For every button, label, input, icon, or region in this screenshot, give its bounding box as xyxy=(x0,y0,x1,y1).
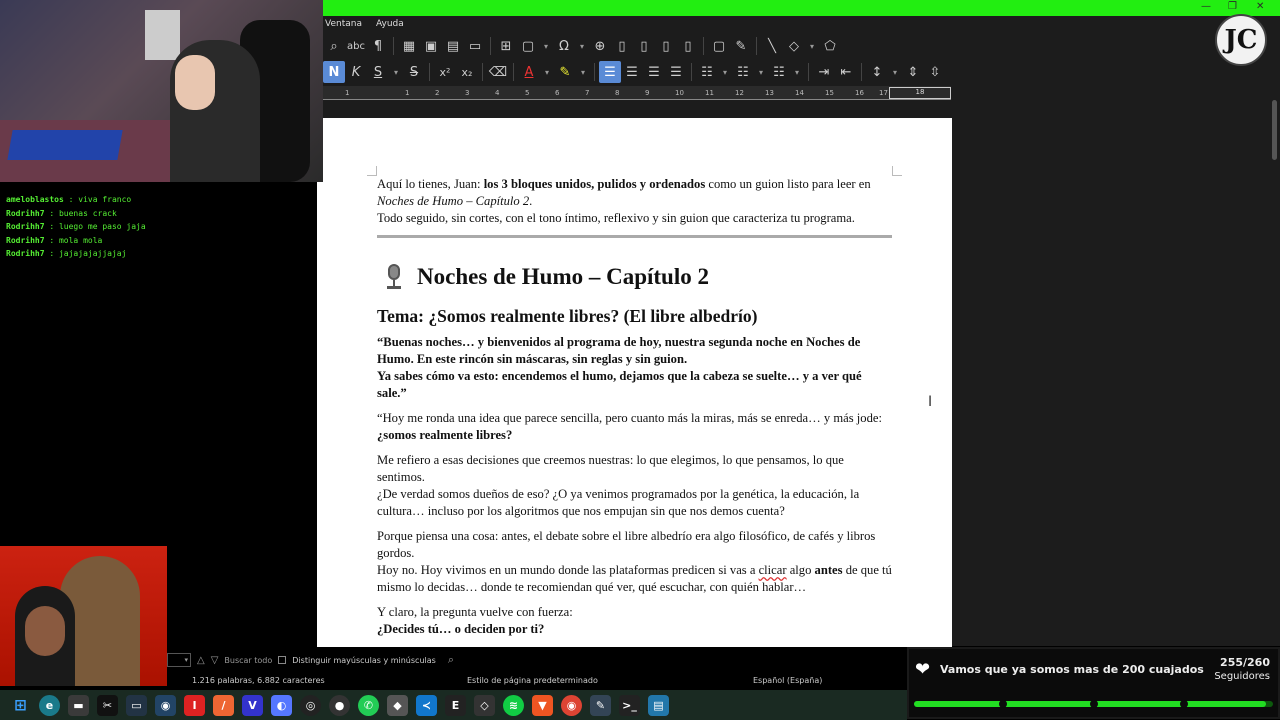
progress-marker xyxy=(999,700,1007,708)
document-body[interactable] xyxy=(377,176,892,646)
ruler-tick: 13 xyxy=(765,89,774,97)
image-icon[interactable]: ▣ xyxy=(424,38,438,54)
chat-message: Rodrihh7 : luego me paso jaja xyxy=(6,222,146,231)
chevron-down-icon[interactable]: ▾ xyxy=(544,67,549,77)
chevron-down-icon[interactable]: ▾ xyxy=(892,67,897,77)
chat-message: ameloblastos : viva franco xyxy=(6,195,132,204)
line-icon[interactable]: ╲ xyxy=(768,38,776,54)
separator xyxy=(594,63,595,81)
intro-text: Aquí lo tienes, Juan: xyxy=(377,177,484,191)
chat-text: jajajajajjajaj xyxy=(58,249,127,258)
cross-reference-icon[interactable]: ▯ xyxy=(684,38,692,54)
paragraph-text: de que tú mismo lo decidas… donde te recomiendan qué ver, qué escuchar, con quién hablar… xyxy=(377,563,892,594)
italic-button[interactable]: K xyxy=(351,64,361,80)
highlight-icon[interactable]: ✎ xyxy=(559,64,571,80)
ruler-tick: 12 xyxy=(735,89,744,97)
follower-goal-widget xyxy=(907,647,1280,719)
webcam-overlay xyxy=(0,0,323,182)
intro-bold: los 3 bloques unidos, pulidos y ordenados xyxy=(483,177,706,191)
ruler-tick: 4 xyxy=(495,89,500,97)
text-cursor-icon: I xyxy=(928,394,933,410)
ruler-tick: 16 xyxy=(855,89,864,97)
paragraph-spacing-decrease-icon[interactable]: ⇳ xyxy=(929,64,941,80)
chat-overlay xyxy=(0,182,266,547)
minimize-button[interactable]: — xyxy=(1201,1,1211,12)
table-icon[interactable]: ▦ xyxy=(402,38,416,54)
scrollbar-thumb[interactable] xyxy=(1272,100,1277,160)
word-count[interactable]: 1.216 palabras, 6.882 caracteres xyxy=(192,676,325,685)
find-replace-icon[interactable]: ⌕ xyxy=(447,653,454,666)
track-changes-icon[interactable]: ✎ xyxy=(735,38,747,54)
heart-icon: ❤ xyxy=(915,659,931,680)
intro-paragraph-2: Todo seguido, sin cortes, con el tono íntimo, reflexivo y sin guion que caracteriza tu programa. xyxy=(377,211,855,225)
match-case-label: Distinguir mayúsculas y minúsculas xyxy=(292,655,436,665)
paragraph-1 xyxy=(377,410,892,444)
ruler-end-marker[interactable]: 18 xyxy=(889,87,951,99)
chrome-icon[interactable]: ◉ xyxy=(561,695,582,716)
separator xyxy=(429,63,430,81)
horizontal-rule xyxy=(377,235,892,238)
match-case-checkbox[interactable] xyxy=(278,656,286,664)
discord-icon[interactable]: ◐ xyxy=(271,695,292,716)
chat-text: mola mola xyxy=(58,235,103,245)
bold-button[interactable]: N xyxy=(323,61,345,83)
chat-username: Rodrihh7 xyxy=(6,235,45,245)
paragraph-bold: ¿Decides tú… o deciden por ti? xyxy=(377,622,545,636)
edge-icon[interactable]: e xyxy=(39,695,60,716)
ruler-tick: 15 xyxy=(825,89,834,97)
quote-line-1: “Buenas noches… y bienvenidos al programa de hoy, nuestra segunda noche en Noches de Humo. En este rincón sin máscaras, sin reglas y sin guion. xyxy=(377,335,861,366)
ruler-tick: 9 xyxy=(645,89,650,97)
chat-message: Rodrihh7 : buenas crack xyxy=(6,208,117,218)
shape-icon[interactable]: ◇ xyxy=(789,38,799,54)
whatsapp-icon[interactable]: ✆ xyxy=(358,695,379,716)
find-dropdown[interactable]: ▾ xyxy=(167,653,191,667)
quote-paragraph xyxy=(377,334,892,402)
heading-2: Tema: ¿Somos realmente libres? (El libre albedrío) xyxy=(377,306,758,326)
app-icon[interactable]: ◆ xyxy=(387,695,408,716)
ruler-tick: 5 xyxy=(525,89,530,97)
follower-label: Seguidores xyxy=(1214,671,1270,682)
writer-icon[interactable]: ▤ xyxy=(648,695,669,716)
paragraph-spacing-icon[interactable]: ⇕ xyxy=(907,64,919,80)
margin-corner xyxy=(367,166,377,176)
page-style[interactable]: Estilo de página predeterminado xyxy=(467,676,598,685)
ruler-tick: 3 xyxy=(465,89,470,97)
keyboard xyxy=(7,130,122,160)
progress-marker xyxy=(1090,700,1098,708)
streamer-face xyxy=(175,55,215,110)
obs-icon[interactable]: ● xyxy=(329,695,350,716)
bookmark-icon[interactable]: ▯ xyxy=(662,38,670,54)
chat-username: Rodrihh7 xyxy=(6,208,45,218)
paragraph-bold: antes xyxy=(814,563,843,577)
margin-corner xyxy=(892,166,902,176)
ruler-tick: 6 xyxy=(555,89,560,97)
comment-icon[interactable]: ▢ xyxy=(712,38,726,54)
taskbar xyxy=(0,690,907,720)
capcut-icon[interactable]: ✂ xyxy=(97,695,118,716)
chat-username: ameloblastos xyxy=(6,195,64,204)
paragraph-text: Y claro, la pregunta vuelve con fuerza: xyxy=(377,605,573,619)
ruler-tick: 7 xyxy=(585,89,590,97)
ruler-tick: 11 xyxy=(705,89,714,97)
brush-icon[interactable]: / xyxy=(213,695,234,716)
unity-icon[interactable]: ◇ xyxy=(474,695,495,716)
menu-ventana[interactable]: Ventana xyxy=(325,19,362,29)
outline-list-icon[interactable]: ☷ xyxy=(773,64,785,80)
clear-formatting-icon[interactable]: ⌫ xyxy=(488,64,508,80)
hyperlink-icon[interactable]: ⊕ xyxy=(594,38,606,54)
windows-start-icon[interactable]: ⊞ xyxy=(14,696,27,714)
intro-italic: Noches de Humo – Capítulo 2 xyxy=(377,194,530,208)
microphone-icon xyxy=(385,264,403,290)
chevron-down-icon[interactable]: ▾ xyxy=(579,41,584,51)
footnote-icon[interactable]: ▯ xyxy=(618,38,626,54)
quote-line-2: Ya sabes cómo va esto: encendemos el humo, dejamos que la cabeza se suelte… y a ver qué sale.” xyxy=(377,369,862,400)
paragraph-4 xyxy=(377,604,892,638)
intro-paragraph xyxy=(377,176,892,210)
menu-ayuda[interactable]: Ayuda xyxy=(375,19,404,29)
separator xyxy=(393,37,394,55)
spellcheck-icon[interactable]: abc xyxy=(347,40,365,52)
find-previous-icon[interactable]: △ xyxy=(197,654,205,666)
justify-button[interactable]: ☰ xyxy=(670,64,682,80)
paragraph-text: Me refiero a esas decisiones que creemos nuestras: lo que elegimos, lo que pensamos, lo que sentimos. xyxy=(377,453,844,484)
separator xyxy=(756,37,757,55)
ruler-tick: 2 xyxy=(435,89,440,97)
subscript-button[interactable]: x₂ xyxy=(461,65,473,79)
epic-icon[interactable]: E xyxy=(445,695,466,716)
font-color-icon[interactable]: A xyxy=(524,64,534,80)
heading-1 xyxy=(377,262,892,292)
vpn-icon[interactable]: V xyxy=(242,695,263,716)
chevron-down-icon[interactable]: ▾ xyxy=(809,41,814,51)
bullet-list-icon[interactable]: ☷ xyxy=(701,64,713,80)
ruler-tick: 1 xyxy=(345,89,350,97)
document-page[interactable] xyxy=(317,118,952,647)
numbered-list-icon[interactable]: ☷ xyxy=(737,64,749,80)
menubar xyxy=(323,16,404,32)
ruler-tick: 10 xyxy=(675,89,684,97)
find-replace-icon[interactable]: ⌕ xyxy=(330,38,338,54)
maximize-button[interactable]: ❐ xyxy=(1228,1,1237,12)
chevron-down-icon[interactable]: ▾ xyxy=(393,67,398,77)
superscript-button[interactable]: x² xyxy=(439,65,451,79)
separator xyxy=(691,63,692,81)
chat-username: Rodrihh7 xyxy=(6,249,45,258)
chat-username: Rodrihh7 xyxy=(6,222,45,231)
poster xyxy=(145,10,180,60)
heading-1-text: Noches de Humo – Capítulo 2 xyxy=(417,264,709,289)
pilcrow-icon[interactable]: ¶ xyxy=(373,38,383,54)
separator xyxy=(490,37,491,55)
ruler-tick: 8 xyxy=(615,89,620,97)
increase-indent-icon[interactable]: ⇥ xyxy=(818,64,830,80)
steam-icon[interactable]: ◎ xyxy=(300,695,321,716)
ruler-tick: 1 xyxy=(405,89,410,97)
chat-text: luego me paso jaja xyxy=(58,222,146,231)
channel-logo: JC xyxy=(1215,14,1267,66)
find-next-icon[interactable]: ▽ xyxy=(210,654,219,666)
spotify-icon[interactable]: ≋ xyxy=(503,695,524,716)
ruler-tick: 17 xyxy=(879,89,888,97)
separator xyxy=(513,63,514,81)
page-break-icon[interactable]: ⊞ xyxy=(500,38,512,54)
paragraph-3 xyxy=(377,528,892,596)
decorative-photo xyxy=(0,546,167,686)
separator xyxy=(861,63,862,81)
status-bar xyxy=(167,675,907,689)
underline-button[interactable]: S xyxy=(373,64,383,80)
paragraph-text: ¿De verdad somos dueños de eso? ¿O ya venimos programados por la genética, la educación, la cultura… incluso por los algoritmos que nos empujan sin que nos demos cuenta? xyxy=(377,487,860,518)
progress-marker xyxy=(1180,700,1188,708)
desktop-icon[interactable]: ▭ xyxy=(126,695,147,716)
paragraph-bold: ¿somos realmente libres? xyxy=(377,428,513,442)
align-right-button[interactable]: ☰ xyxy=(648,64,660,80)
vertical-scrollbar[interactable] xyxy=(1271,100,1278,645)
follower-count: 255/260 xyxy=(1220,656,1270,669)
close-button[interactable]: ✕ xyxy=(1256,1,1265,12)
paragraph-2 xyxy=(377,452,892,520)
separator xyxy=(703,37,704,55)
line-spacing-icon[interactable]: ↕ xyxy=(871,64,883,80)
decrease-indent-icon[interactable]: ⇤ xyxy=(840,64,852,80)
textbox-icon[interactable]: ▭ xyxy=(468,38,482,54)
chevron-down-icon[interactable]: ▾ xyxy=(580,67,585,77)
terminal-icon[interactable]: >_ xyxy=(619,695,640,716)
separator xyxy=(808,63,809,81)
find-toolbar xyxy=(167,650,907,670)
chat-message: Rodrihh7 : jajajajajjajaj xyxy=(6,249,127,258)
intellij-icon[interactable]: I xyxy=(184,695,205,716)
draw-functions-icon[interactable]: ⬠ xyxy=(824,38,836,54)
paragraph-text: Hoy no. Hoy vivimos en un mundo donde las plataformas predicen si vas a xyxy=(377,563,759,577)
language[interactable]: Español (España) xyxy=(753,676,823,685)
strikethrough-button[interactable]: S xyxy=(409,64,419,80)
chart-icon[interactable]: ▤ xyxy=(446,38,460,54)
paragraph-text: “Hoy me ronda una idea que parece sencilla, pero cuanto más la miras, más se enreda… y más jode: xyxy=(377,411,882,425)
paragraph-text: Porque piensa una cosa: antes, el debate sobre el libre albedrío era algo filosófico, de cafés y libros gordos. xyxy=(377,529,876,560)
separator xyxy=(482,63,483,81)
omega-icon[interactable]: Ω xyxy=(559,38,569,54)
photo-face xyxy=(25,606,65,656)
title-bar xyxy=(323,0,1280,16)
align-left-button[interactable]: ☰ xyxy=(599,61,621,83)
chat-text: buenas crack xyxy=(58,208,117,218)
field-icon[interactable]: ▢ xyxy=(521,38,535,54)
endnote-icon[interactable]: ▯ xyxy=(640,38,648,54)
vscode-icon[interactable]: ≺ xyxy=(416,695,437,716)
misspelled-word: clicar xyxy=(758,563,787,577)
goal-message: Vamos que ya somos mas de 200 cuajados xyxy=(940,663,1204,676)
chevron-down-icon[interactable]: ▾ xyxy=(758,67,763,77)
standard-toolbar xyxy=(323,34,841,58)
explorer-icon[interactable]: ▬ xyxy=(68,695,89,716)
chevron-down-icon[interactable]: ▾ xyxy=(794,67,799,77)
ruler[interactable] xyxy=(323,86,951,100)
chat-text: viva franco xyxy=(78,195,132,204)
find-all-button[interactable]: Buscar todo xyxy=(224,655,273,665)
brave-icon[interactable]: ▼ xyxy=(532,695,553,716)
chat-message: Rodrihh7 : mola mola xyxy=(6,235,103,245)
notes-icon[interactable]: ✎ xyxy=(590,695,611,716)
align-center-button[interactable]: ☰ xyxy=(626,64,638,80)
ruler-tick: 14 xyxy=(795,89,804,97)
intro-text: como un guion listo para leer en xyxy=(705,177,871,191)
chevron-down-icon[interactable]: ▾ xyxy=(722,67,727,77)
chevron-down-icon[interactable]: ▾ xyxy=(543,41,548,51)
goal-progress-track xyxy=(914,701,1273,707)
intro-text: . xyxy=(529,194,533,208)
paragraph-text: algo xyxy=(786,563,815,577)
formatting-toolbar xyxy=(323,60,946,84)
camera-icon[interactable]: ◉ xyxy=(155,695,176,716)
